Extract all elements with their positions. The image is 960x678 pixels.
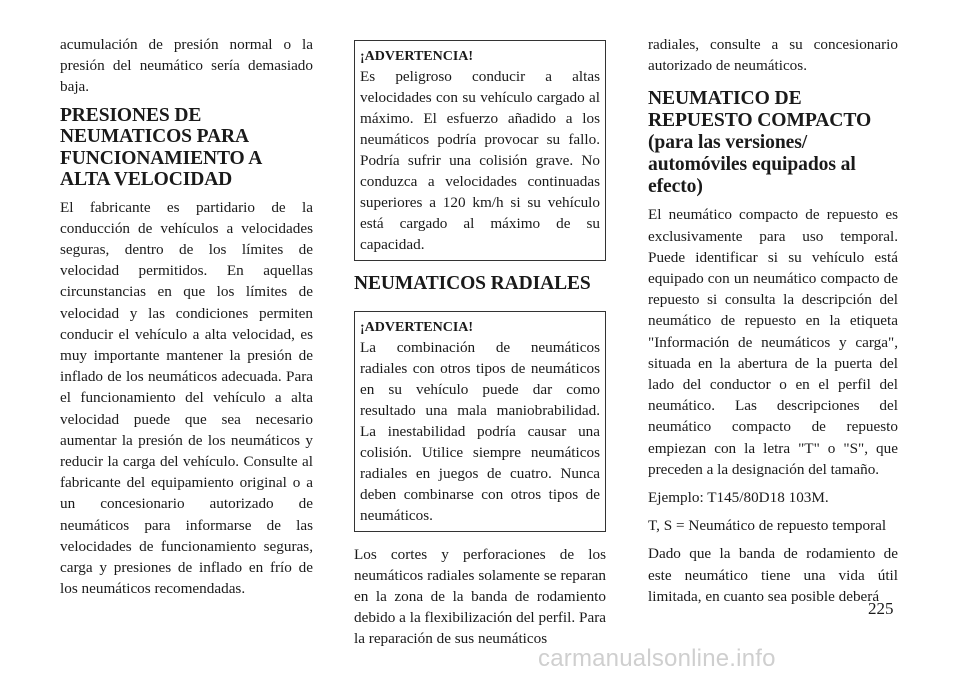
section-heading-high-speed: PRESIONES DE NEUMATICOS PARA FUNCIONAMIENTO A ALTA VELOCIDAD xyxy=(60,104,262,191)
page-number: 225 xyxy=(868,599,894,618)
paragraph-definition: T, S = Neumático de repuesto temporal xyxy=(648,517,887,535)
warning-box-high-speed xyxy=(354,40,606,261)
paragraph-tread-life: Dado que la banda de rodamiento de este neumático tiene una vida útil limitada, en cuanto sea posible deberá xyxy=(648,545,898,605)
column-middle xyxy=(354,34,606,657)
paragraph-continued: radiales, consulte a su concesionario autorizado de neumáticos. xyxy=(648,36,898,75)
warning-title: ¡ADVERTENCIA! xyxy=(360,49,474,64)
column-right xyxy=(648,34,898,614)
paragraph-high-speed: El fabricante es partidario de la conducción de vehículos a velocidades seguras, dentro de los límites de velocidad permitidos. En aquellas circunstancias en que los límites de velocidad y las condiciones permiten conducir el vehículo a alta velocidad, es muy importante mantener la presión de inflado de los neumáticos adecuada. Para el funcionamiento del vehículo a alta velocidad puede que sea necesario aumentar la presión de los neumáticos y reducir la carga del vehículo. Consulte al fabricante del equipamiento original o a un concesionario autorizado de neumáticos para informarse de las velocidades de funcionamiento seguras, carga y presiones de inflado en frío de los neumáticos recomendadas. xyxy=(60,198,313,598)
warning-text: La combinación de neumáticos radiales con otros tipos de neumáticos en su vehículo puede dar como resultado una mala maniobrabilidad. La inestabilidad podría causar una colisión. Utilice siempre neumáticos radiales en juegos de cuatro. Nunca deben combinarse con otros tipos de neumáticos. xyxy=(360,338,600,524)
section-heading-radial-tires: NEUMATICOS RADIALES xyxy=(354,273,591,294)
paragraph-radial-repair: Los cortes y perforaciones de los neumáticos radiales solamente se reparan en la zona de la banda de rodamiento debido a la flexibilización del perfil. Para la reparación de sus neumáticos xyxy=(354,545,606,648)
warning-text: Es peligroso conducir a altas velocidades con su vehículo cargado al máximo. El esfuerzo añadido a los neumáticos podría provocar su fallo. Podría sufrir una colisión grave. No conduzca a velocidades continuadas superiores a 120 km/h si su vehículo está cargado al máximo de su capacidad. xyxy=(360,68,600,253)
warning-box-radial-tires xyxy=(354,311,606,532)
watermark: carmanualsonline.info xyxy=(538,645,776,672)
section-heading-compact-spare: NEUMATICO DE REPUESTO COMPACTO (para las versiones/ automóviles equipados al efecto) xyxy=(648,88,872,198)
paragraph-continued: acumulación de presión normal o la presión del neumático sería demasiado baja. xyxy=(60,36,313,96)
warning-title: ¡ADVERTENCIA! xyxy=(360,319,474,335)
paragraph-compact-spare: El neumático compacto de repuesto es exclusivamente para uso temporal. Puede identificar si su vehículo está equipado con un neumático compacto de repuesto si consulta la descripción del neumático de repuesto en la etiqueta "Información de neumáticos y carga", situada en la abertura de la puerta del lado del conductor o en el perfil del neumático. Las descripciones del neumático compacto de repuesto empiezan con la letra "T" o "S", que preceden a la designación del tamaño. xyxy=(648,206,898,478)
column-left xyxy=(60,34,313,606)
paragraph-example: Ejemplo: T145/80D18 103M. xyxy=(648,489,829,507)
